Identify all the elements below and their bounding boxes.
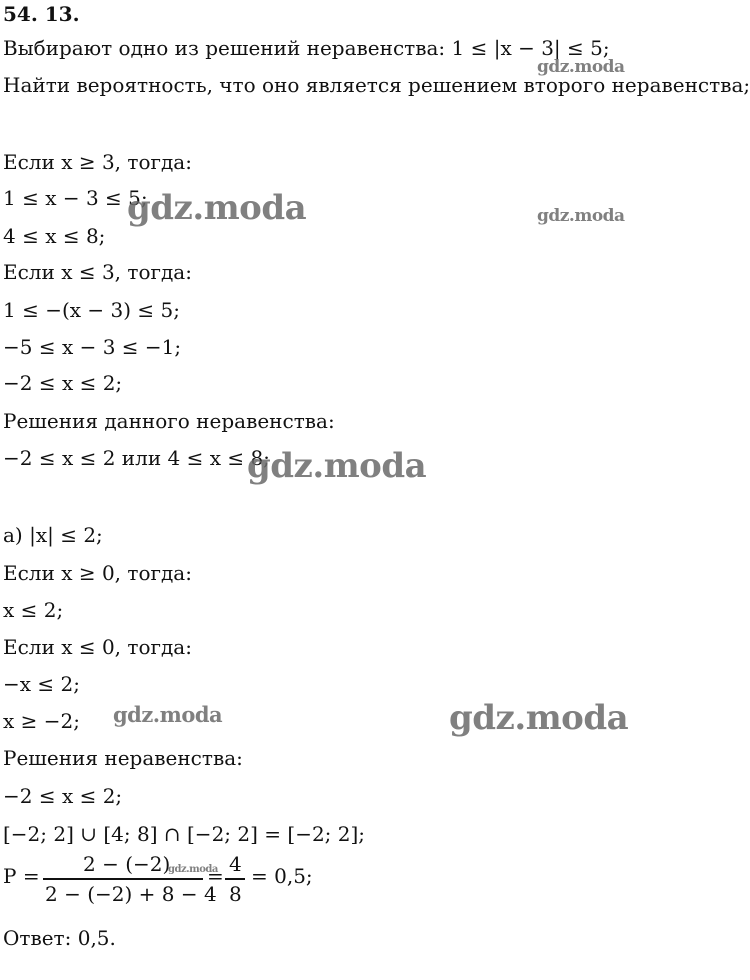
part-a-inequality: а) |x| ≤ 2; <box>3 523 103 547</box>
fraction-2-denominator: 8 <box>229 882 242 906</box>
case2-step2: −5 ≤ x − 3 ≤ −1; <box>3 335 182 359</box>
case4-step1: −x ≤ 2; <box>3 672 80 696</box>
case4-step2: x ≥ −2; <box>3 709 80 733</box>
case2-step3: −2 ≤ x ≤ 2; <box>3 371 123 395</box>
fraction-2-numerator: 4 <box>229 852 242 876</box>
case-x-le-3: Если x ≤ 3, тогда: <box>3 260 192 284</box>
watermark-logo: gdz.moda <box>537 206 625 226</box>
solutions-result: −2 ≤ x ≤ 2 или 4 ≤ x ≤ 8; <box>3 446 270 470</box>
watermark-logo: gdz.moda <box>113 702 223 727</box>
fraction-1-numerator: 2 − (−2) <box>83 852 171 876</box>
watermark-logo: gdz.moda <box>168 864 218 875</box>
case-x-le-0: Если x ≤ 0, тогда: <box>3 635 192 659</box>
watermark-logo: gdz.moda <box>247 446 427 486</box>
formula-equals: = <box>207 864 224 888</box>
case-x-ge-3: Если x ≥ 3, тогда: <box>3 150 192 174</box>
case1-step2: 4 ≤ x ≤ 8; <box>3 224 106 248</box>
part-a-solutions-heading: Решения неравенства: <box>3 746 243 770</box>
intersection-line: [−2; 2] ∪ [4; 8] ∩ [−2; 2] = [−2; 2]; <box>3 822 366 846</box>
probability-formula <box>3 842 675 910</box>
watermark-logo: gdz.moda <box>127 188 307 228</box>
case-x-ge-0: Если x ≥ 0, тогда: <box>3 561 192 585</box>
watermark-logo: gdz.moda <box>537 57 625 77</box>
problem-number: 54. 13. <box>3 2 80 26</box>
case2-step1: 1 ≤ −(x − 3) ≤ 5; <box>3 298 180 322</box>
problem-question: Найти вероятность, что оно является решением второго неравенства; <box>3 73 750 97</box>
problem-statement: Выбирают одно из решений неравенства: 1 ≤ |x − 3| ≤ 5; <box>3 36 610 60</box>
formula-result: = 0,5; <box>251 864 313 888</box>
solutions-heading: Решения данного неравенства: <box>3 409 335 433</box>
fraction-2-bar <box>225 878 245 880</box>
fraction-1-denominator: 2 − (−2) + 8 − 4 <box>45 882 217 906</box>
case1-step1: 1 ≤ x − 3 ≤ 5; <box>3 186 148 210</box>
fraction-1-bar <box>43 878 203 880</box>
part-a-solutions-result: −2 ≤ x ≤ 2; <box>3 784 123 808</box>
watermark-logo: gdz.moda <box>449 698 629 738</box>
formula-lhs: P = <box>3 864 40 888</box>
case3-step1: x ≤ 2; <box>3 598 64 622</box>
answer-line: Ответ: 0,5. <box>3 926 116 950</box>
